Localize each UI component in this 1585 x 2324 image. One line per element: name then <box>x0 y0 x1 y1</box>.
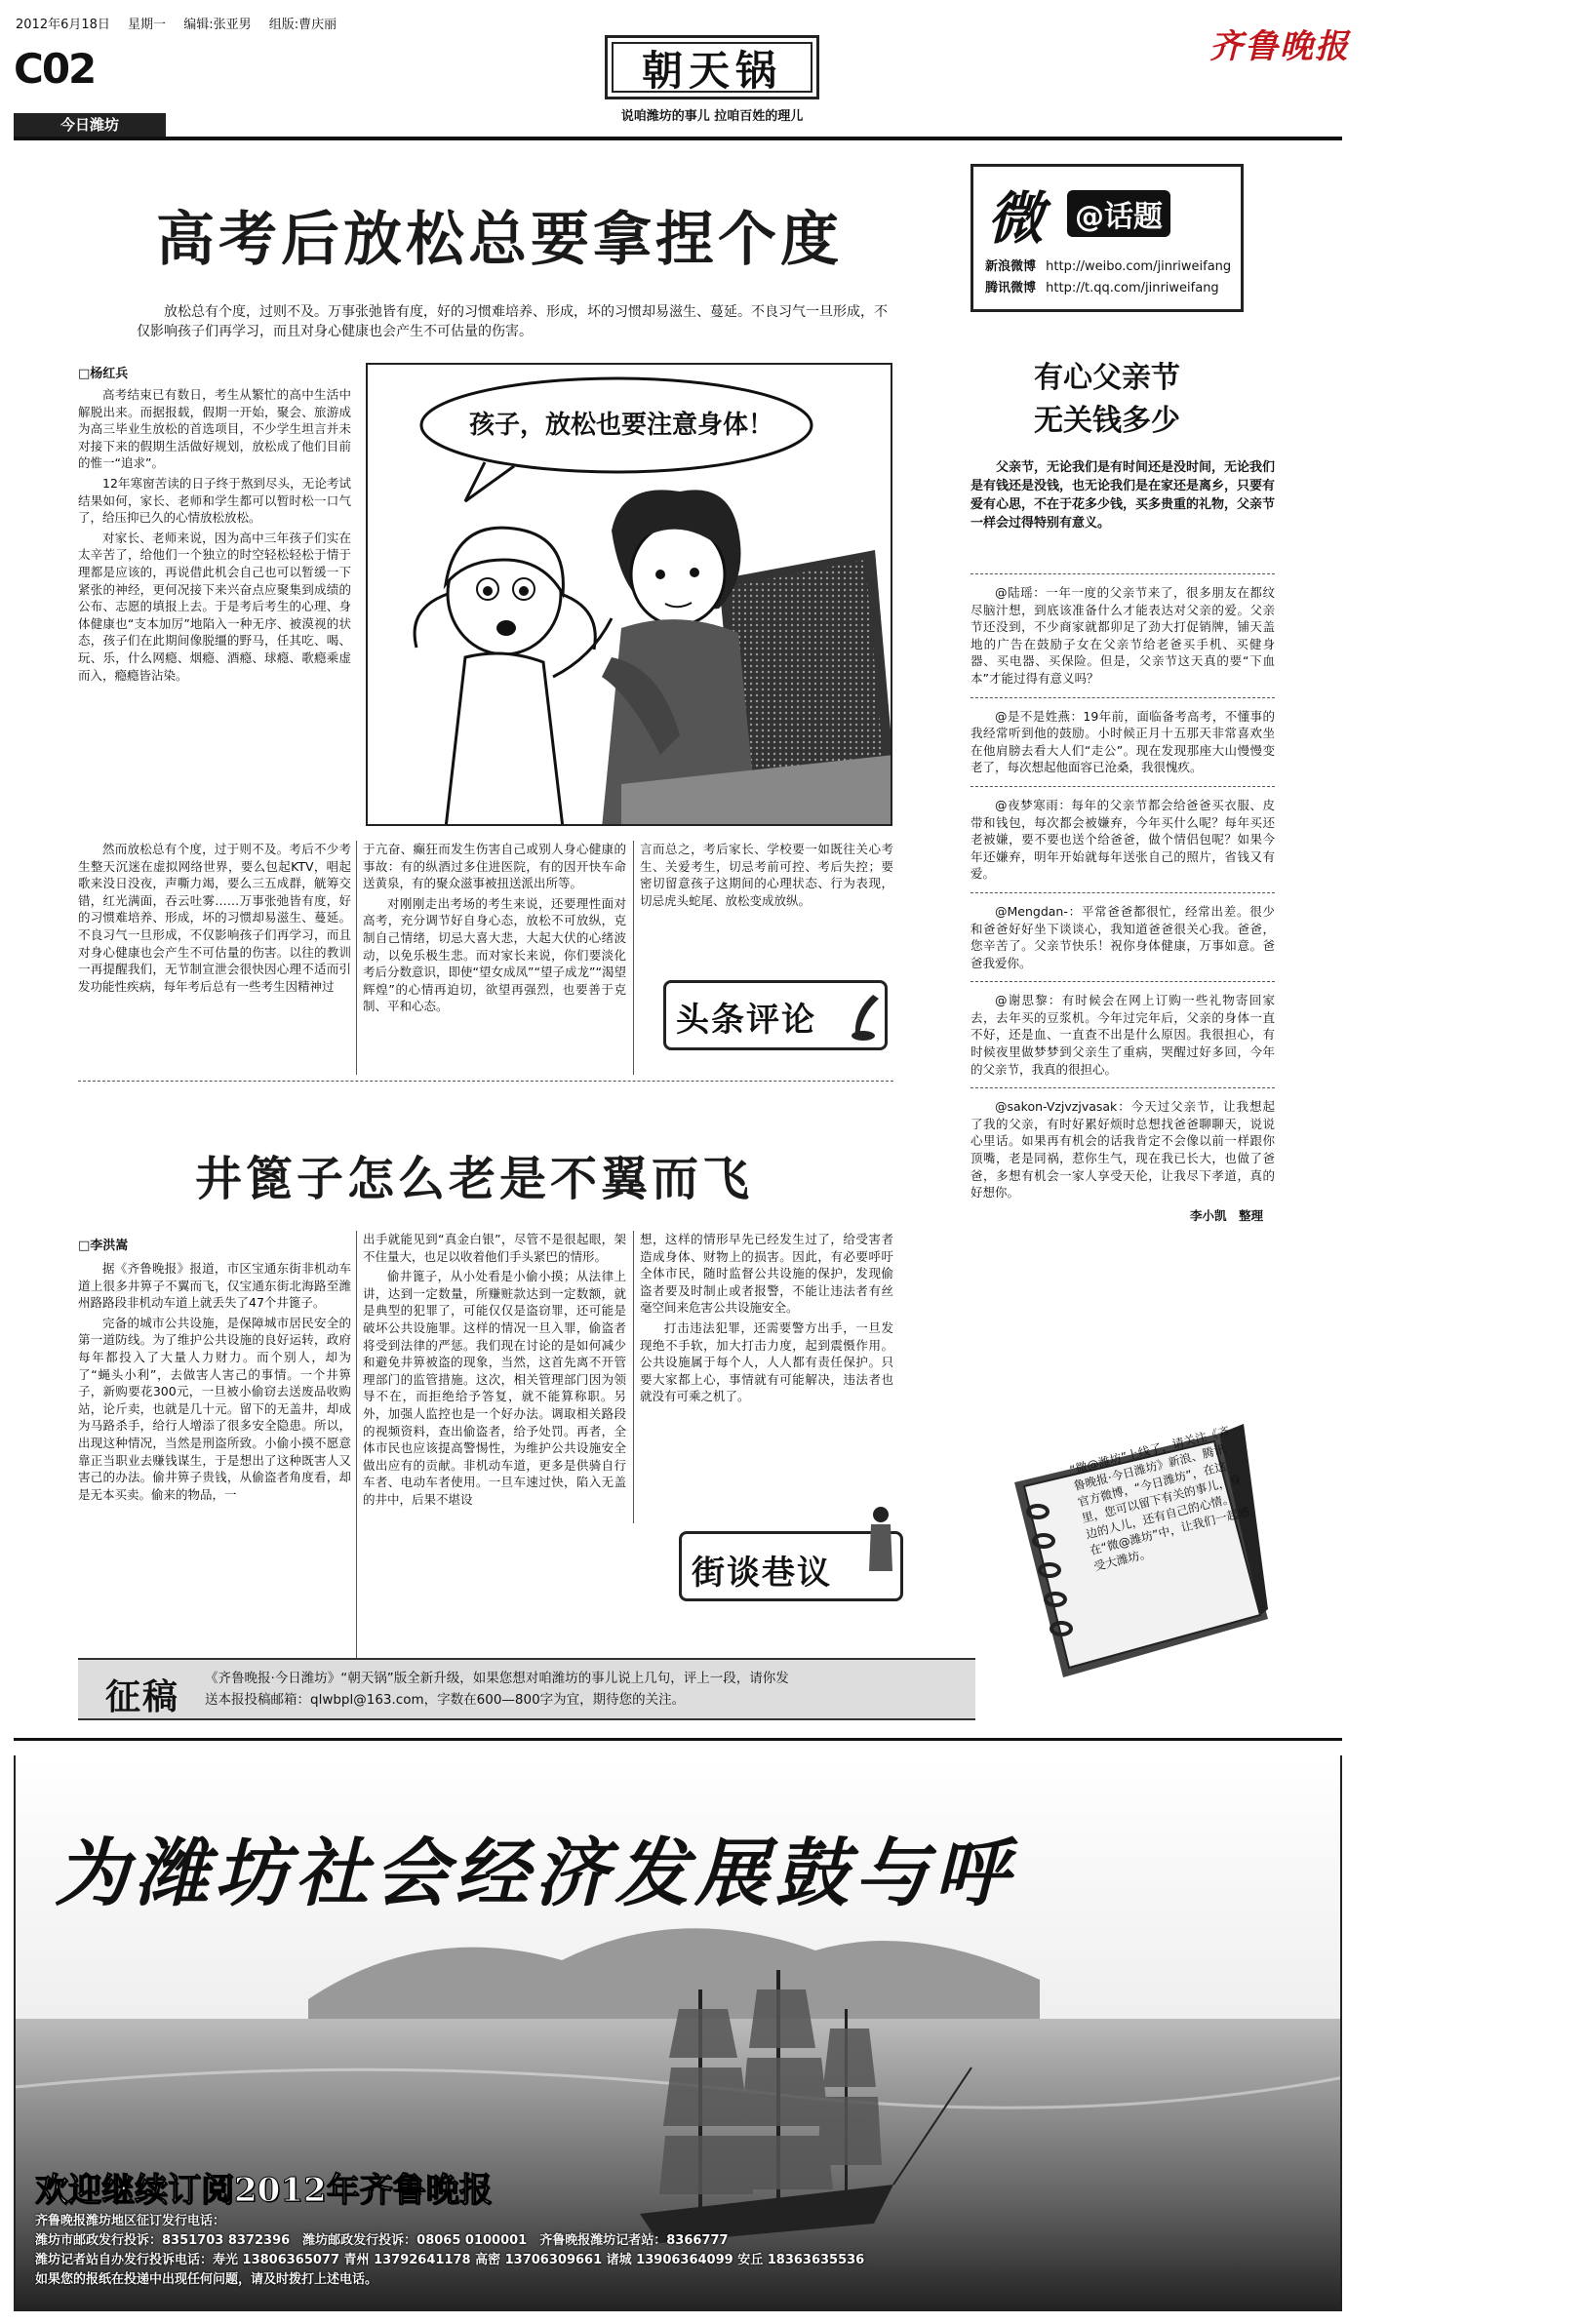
weibo-intro: 父亲节，无论我们是有时间还是没时间，无论我们是有钱还是没钱，也无论我们是在家还是离乡，只要有爱有心思，不在于花多少钱，买多贵重的礼物，父亲节一样会过得特别有意义。 <box>971 460 1276 531</box>
section-divider <box>78 1081 893 1082</box>
weibo-links <box>985 256 1231 299</box>
article2-col3 <box>640 1231 893 1408</box>
header-rule <box>14 137 1342 140</box>
weibo-post: @sakon-Vzjvzjvasak：今天过父亲节，让我想起了我的父亲，有时好累好烦时总想找爸爸聊聊天，说说心里话。如果再有机会的话我肯定不会像以前一样跟你顶嘴，老是同祸，惹你生气，现在我已长大，也做了爸爸，多想有机会一家人享受天伦，让我尽下孝道，真的好想你。 <box>971 1099 1275 1201</box>
article1-col3 <box>640 841 893 912</box>
header-layout: 组版:曹庆丽 <box>268 18 337 32</box>
call-label: 征稿 <box>105 1677 180 1717</box>
article1-col1b <box>78 841 351 998</box>
column-divider <box>633 841 634 1075</box>
tencent-label: 腾讯微博 <box>985 281 1037 295</box>
notebook-text: “微@潍坊”上线了，请关注《齐鲁晚报·今日潍坊》新浪、腾讯官方微博，“今日潍坊”，在这里，您可以留下有关的事儿，身边的人儿，还有自己的心情。在“微@潍坊”中，让我们一起感受大潍坊。 <box>1068 1424 1251 1574</box>
article1-title: 高考后放松总要拿捏个度 <box>156 206 843 274</box>
ad-contact-info <box>35 2212 1323 2290</box>
article1-byline: □杨红兵 <box>78 367 129 381</box>
column-divider <box>356 841 357 1075</box>
cartoon-speech: 孩子，放松也要注意身体！ <box>468 411 773 440</box>
weibo-title-line2: 无关钱多少 <box>1034 404 1180 438</box>
paragraph: 打击违法犯罪，还需要警方出手，一旦发现绝不手软，加大打击力度，起到震慑作用。公共设施属于每个人，人人都有责任保护。只要大家都上心，事情就有可能解决，违法者也就没有可乘之机了。 <box>640 1320 893 1404</box>
badge-label: 街谈巷议 <box>692 1554 832 1593</box>
article2-col2 <box>363 1231 626 1512</box>
page-number: C02 <box>14 45 96 93</box>
weibo-post: @谢思黎：有时候会在网上订购一些礼物寄回家去，去年买的豆浆机。今年过完年后，父亲的身体一直不好，还是血、一直查不出是什么原因。我很担心，有时候夜里做梦梦到父亲生了重病，哭醒过好多回，今年的父亲节，我真的很担心。 <box>971 993 1275 1077</box>
weibo-post: @陆瑶：一年一度的父亲节来了，很多朋友在都纹尽脑汁想，到底该准备什么才能表达对父亲的爱。父亲节还没到，不少商家就都卯足了劲大打促销牌，铺天盖地的广告在鼓励子女在父亲节给老爸买手机、买健身器、买电器、买保险。但是，父亲节这天真的要“下血本”才能过得有意义吗？ <box>971 585 1275 686</box>
header-weekday: 星期一 <box>128 18 167 32</box>
article2-title: 井篦子怎么老是不翼而飞 <box>195 1152 754 1206</box>
ad-info-line2: 潍坊记者站自办发行投诉电话：寿光 13806365077 青州 13792641178 高密 13706309661 诸城 13906364099 安丘 18363635536 <box>35 2253 865 2267</box>
paragraph: 出手就能见到“真金白银”，尽管不是很起眼，架不住量大，也足以收着他们手头紧巴的情形。 <box>363 1232 626 1264</box>
street-talk-badge <box>679 1531 903 1601</box>
call-text <box>205 1668 966 1711</box>
notebook-illustration <box>975 1424 1268 1687</box>
speaker-figure-icon <box>863 1505 898 1573</box>
article2-col1 <box>78 1260 351 1506</box>
call-for-papers-bar <box>78 1658 975 1720</box>
paragraph: 高考结束已有数日，考生从繁忙的高中生活中解脱出来。而据报载，假期一开始，聚会、旅游成为高三毕业生放松的首选项目，不少学生坦言并未对接下来的假期生活做好规划，放松成了他们目前的惟一“追求”。 <box>78 387 351 471</box>
subscription-ad <box>14 1755 1342 2311</box>
paragraph: 言而总之，考后家长、学校要一如既往关心考生、关爱考生，切忌考前可控、考后失控；要密切留意孩子这期间的心理状态、行为表现，切忌虎头蛇尾、放松变成放纵。 <box>640 842 893 908</box>
header-editor: 编辑:张亚男 <box>183 18 252 32</box>
ad-info-title: 齐鲁晚报潍坊地区征订发行电话： <box>35 2214 226 2228</box>
body-bottom-rule <box>14 1738 1342 1741</box>
section-tab: 今日潍坊 <box>14 113 166 137</box>
paragraph: 对家长、老师来说，因为高中三年孩子们实在太辛苦了，给他们一个独立的时空轻松轻松于情于理都是应该的，再说借此机会自己也可以暂缓一下紧张的神经，更何况接下来兴奋点应聚集到成绩的公布、志愿的填报上去。于是考后考生的心理、身体健康也“支本加厉”地陷入一种无序、被漠视的状态，孩子们在此期间像脱缰的野马，任其吃、喝、玩、乐，什么网瘾、烟瘾、酒瘾、球瘾、歌瘾乘虚而入，瘾瘾皆沾染。 <box>78 530 351 683</box>
paragraph: 想，这样的情形早先已经发生过了，给受害者造成身体、财物上的损害。因此，有必要呼吁全体市民，随时监督公共设施的保护，发现偷盗者要及时制止或者报警，不能让违法者有丝毫空间来危害公共设施安全。 <box>640 1232 893 1316</box>
post-divider <box>971 981 1275 982</box>
ad-subscribe: 欢迎继续订阅2012年齐鲁晚报 <box>35 2171 493 2210</box>
paragraph: 然而放松总有个度，过于则不及。考后不少考生整天沉迷在虚拟网络世界，要么包起KTV，唱起歌来没日没夜，声嘶力竭，要么三五成群，觥筹交错，红光满面，吞云吐雾……万事张弛皆有度，好的习惯难培养、形成，坏的习惯却易滋生、蔓延。不良习气一旦形成，不仅影响孩子们再学习，而且对身心健康也会产生不可估量的伤害。以往的教训一再提醒我们，无节制宣泄会很快因心理不适而引发功能性疾病，每年考后总有一些考生因精神过 <box>78 842 351 994</box>
weibo-posts <box>971 573 1275 1224</box>
cartoon-illustration <box>366 363 892 826</box>
quill-icon <box>844 993 883 1042</box>
column-divider <box>633 1231 634 1523</box>
paragraph: 据《齐鲁晚报》报道，市区宝通东街非机动车道上很多井箅子不翼而飞，仅宝通东街北海路至潍州路路段非机动车道上就丢失了47个井篦子。 <box>78 1261 351 1311</box>
article2-byline: □李洪嵩 <box>78 1239 129 1253</box>
paragraph: 于亢奋、癫狂而发生伤害自己或别人身心健康的事故：有的纵酒过多住进医院，有的因开快车命送黄泉，有的聚众滋事被扭送派出所等。 <box>363 842 626 891</box>
column-nameplate <box>605 35 819 99</box>
weibo-title <box>971 357 1244 443</box>
article1-lead: 放松总有个度，过则不及。万事张弛皆有度，好的习惯难培养、形成，坏的习惯却易滋生、蔓延。不良习气一旦形成，不仅影响孩子们再学习，而且对身心健康也会产生不可估量的伤害。 <box>137 304 888 339</box>
weibo-title-line1: 有心父亲节 <box>1034 361 1180 395</box>
header-date: 2012年6月18日 <box>16 18 110 32</box>
weibo-topic-label: @话题 <box>1067 190 1170 237</box>
call-line2: 送本报投稿邮箱：qlwbpl@163.com，字数在600—800字为宜，期待您的关注。 <box>205 1692 686 1708</box>
paragraph: 偷井篦子，从小处看是小偷小摸；从法律上讲，达到一定数量，所赚赃款达到一定数额，就是典型的犯罪了，可能仅仅是盗窃罪，还可能是破坏公共设施罪。这样的情况一旦入罪，偷盗者将受到法律的严惩。我们现在讨论的是如何减少和避免井箅被盗的现象，当然，这首先离不开管理部门的监管措施。这次，相关管理部门因为领导不在，而拒绝给予答复，就不能算称职。另外，加强人监控也是一个好办法。调取相关路段的视频资料，查出偷盗者，给予处罚。再者，全体市民也应该提高警惕性，为维护公共设施安全做出应有的贡献。非机动车道，更多是供骑自行车者、电动车者使用。一旦车速过快，陷入无盖的井中，后果不堪设 <box>363 1269 626 1507</box>
column-name: 朝天锅 <box>612 42 812 93</box>
article1-col1 <box>78 386 351 687</box>
ad-calligraphy: 为潍坊社会经济发展鼓与呼 <box>55 1830 1014 1916</box>
column-slogan: 说咱潍坊的事儿 拉咱百姓的理儿 <box>620 109 804 124</box>
ad-info-line3: 如果您的报纸在投递中出现任何问题，请及时拨打上述电话。 <box>35 2272 378 2287</box>
paper-logo: 齐鲁晚报 <box>1209 27 1350 66</box>
post-divider <box>971 786 1275 787</box>
tencent-link[interactable]: http://t.qq.com/jinriweifang <box>1046 281 1219 295</box>
column-divider <box>356 1231 357 1660</box>
headline-comment-badge <box>663 980 888 1050</box>
sina-label: 新浪微博 <box>985 259 1037 274</box>
article1-col2 <box>363 841 626 1018</box>
call-line1: 《齐鲁晚报·今日潍坊》“朝天锅”版全新升级，如果您想对咱潍坊的事儿说上几句，评上一段，请你发 <box>205 1671 789 1686</box>
paragraph: 对刚刚走出考场的考生来说，还要理性面对高考，充分调节好自身心态，放松不可放纵，克制自己情绪，切忌大喜大悲，大起大伏的心绪波动，以免乐极生悲。而对家长来说，你们要淡化考后分数意识，即使“望女成凤”“望子成龙”“渴望辉煌”的心情再迫切，欲望再强烈，也要善于克制、平和心态。 <box>363 895 626 1014</box>
post-divider <box>971 573 1275 574</box>
post-divider <box>971 1087 1275 1088</box>
weibo-logo: 微 <box>987 185 1045 252</box>
weibo-post: @Mengdan-：平常爸爸都很忙，经常出差。很少和爸爸好好坐下谈谈心，我知道爸爸很关心我。爸爸，您辛苦了。父亲节快乐！祝你身体健康，万事如意。爸爸我爱你。 <box>971 903 1275 970</box>
sina-link[interactable]: http://weibo.com/jinriweifang <box>1046 259 1232 274</box>
editor-credit: 李小凯 整理 <box>1189 1207 1263 1223</box>
badge-label: 头条评论 <box>676 1001 816 1040</box>
weibo-topic-box <box>971 164 1244 312</box>
header-meta <box>16 18 337 33</box>
paragraph: 12年寒窗苦读的日子终于熬到尽头，无论考试结果如何，家长、老师和学生都可以暂时松一口气了，给压抑已久的心情放松放松。 <box>78 475 351 526</box>
paragraph: 完备的城市公共设施，是保障城市居民安全的第一道防线。为了维护公共设施的良好运转，政府每年都投入了大量人力财力。而个别人，却为了“蝇头小利”，去做害人害己的事情。一个井箅子，新购要花300元，一旦被小偷窃去送废品收购站，论斤卖，也就是几十元。留下的无盖井，却成为马路杀手，给行人增添了很多安全隐患。所以，出现这种情况，当然是刑盗所致。小偷小摸不愿意靠正当职业去赚钱谋生，于是想出了这种既害人又害己的办法。偷井箅子贵钱，从偷盗者角度看，却是无本买卖。偷来的物品，一 <box>78 1315 351 1502</box>
weibo-post: @夜梦寒雨：每年的父亲节都会给爸爸买衣服、皮带和钱包，每次都会被嫌弃，今年买什么呢？每年买还老被嫌，要不要也送个给爸爸，做个情侣包呢？如果今年还嫌弃，明年开始就每年送张自己的照片，省钱又有爱。 <box>971 797 1275 882</box>
weibo-post: @是不是姓燕：19年前，面临备考高考，不懂事的我经常听到他的鼓励。小时候正月十五那天非常喜欢坐在他肩膀去看大人们“走公”。现在发现那座大山慢慢变老了，每次想起他面容已沧桑，我很愧疚。 <box>971 708 1275 775</box>
post-divider <box>971 892 1275 893</box>
post-divider <box>971 697 1275 698</box>
ad-info-line1: 潍坊市邮政发行投诉：8351703 8372396 潍坊邮政发行投诉：08065 0100001 齐鲁晚报潍坊记者站：8366777 <box>35 2233 729 2248</box>
